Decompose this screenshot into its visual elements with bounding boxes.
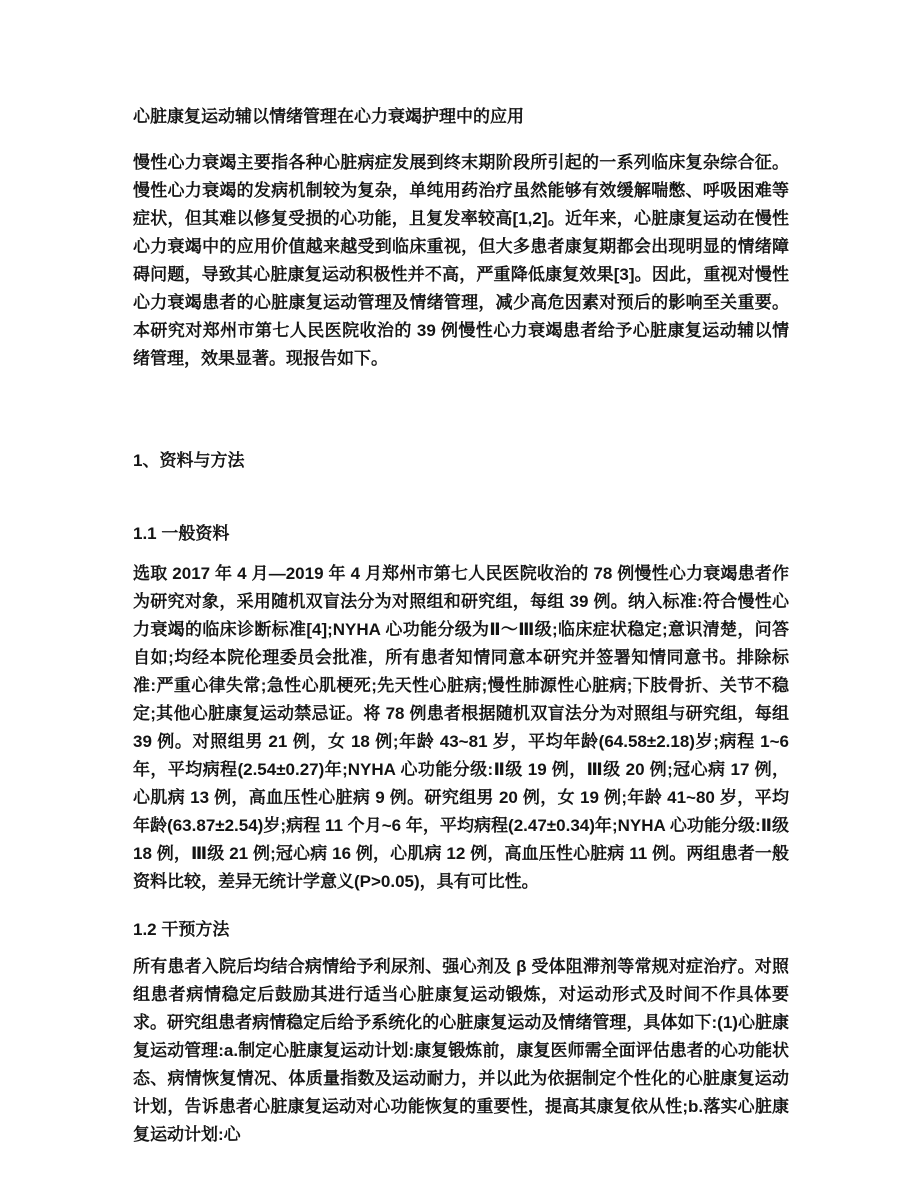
section-methods-heading: 1、资料与方法 (133, 451, 245, 470)
document-page (133, 103, 789, 1149)
intro-paragraph: 慢性心力衰竭主要指各种心脏病症发展到终末期阶段所引起的一系列临床复杂综合征。慢性心力衰竭的发病机制较为复杂，单纯用药治疗虽然能够有效缓解喘憋、呼吸困难等症状，但其难以修复受损的心功能，且复发率较高[1,2]。近年来，心脏康复运动在慢性心力衰竭中的应用价值越来越受到临床重视，但大多患者康复期都会出现明显的情绪障碍问题，导致其心脏康复运动积极性并不高，严重降低康复效果[3]。因此，重视对慢性心力衰竭患者的心脏康复运动管理及情绪管理，减少高危因素对预后的影响至关重要。本研究对郑州市第七人民医院收治的 39 例慢性心力衰竭患者给予心脏康复运动辅以情绪管理，效果显著。现报告如下。 (133, 153, 789, 368)
section-general-data-heading: 1.1 一般资料 (133, 524, 230, 543)
general-data-paragraph: 选取 2017 年 4 月—2019 年 4 月郑州市第七人民医院收治的 78 例慢性心力衰竭患者作为研究对象，采用随机双盲法分为对照组和研究组，每组 39 例。纳入标准:符合慢性心力衰竭的临床诊断标准[4];NYHA 心功能分级为Ⅱ～Ⅲ级;临床症状稳定;意识清楚，问答自如;均经本院伦理委员会批准，所有患者知情同意本研究并签署知情同意书。排除标准:严重心律失常;急性心肌梗死;先天性心脏病;慢性肺源性心脏病;下肢骨折、关节不稳定;其他心脏康复运动禁忌证。将 78 例患者根据随机双盲法分为对照组与研究组，每组 39 例。对照组男 21 例，女 18 例;年龄 43~81 岁，平均年龄(64.58±2.18)岁;病程 1~6 年，平均病程(2.54±0.27)年;NYHA 心功能分级:Ⅱ级 19 例，Ⅲ级 20 例;冠心病 17 例，心肌病 13 例，高血压性心脏病 9 例。研究组男 20 例，女 19 例;年龄 41~80 岁，平均年龄(63.87±2.54)岁;病程 11 个月~6 年，平均病程(2.47±0.34)年;NYHA 心功能分级:Ⅱ级 18 例，Ⅲ级 21 例;冠心病 16 例，心肌病 12 例，高血压性心脏病 11 例。两组患者一般资料比较，差异无统计学意义(P>0.05)，具有可比性。 (133, 564, 789, 891)
document-title: 心脏康复运动辅以情绪管理在心力衰竭护理中的应用 (133, 107, 524, 126)
section-intervention-heading: 1.2 干预方法 (133, 920, 230, 939)
intervention-paragraph: 所有患者入院后均结合病情给予利尿剂、强心剂及 β 受体阻滞剂等常规对症治疗。对照组患者病情稳定后鼓励其进行适当心脏康复运动锻炼，对运动形式及时间不作具体要求。研究组患者病情稳定后给予系统化的心脏康复运动及情绪管理，具体如下:(1)心脏康复运动管理:a.制定心脏康复运动计划:康复锻炼前，康复医师需全面评估患者的心功能状态、病情恢复情况、体质量指数及运动耐力，并以此为依据制定个性化的心脏康复运动计划，告诉患者心脏康复运动对心功能恢复的重要性，提高其康复依从性;b.落实心脏康复运动计划:心 (133, 957, 789, 1144)
